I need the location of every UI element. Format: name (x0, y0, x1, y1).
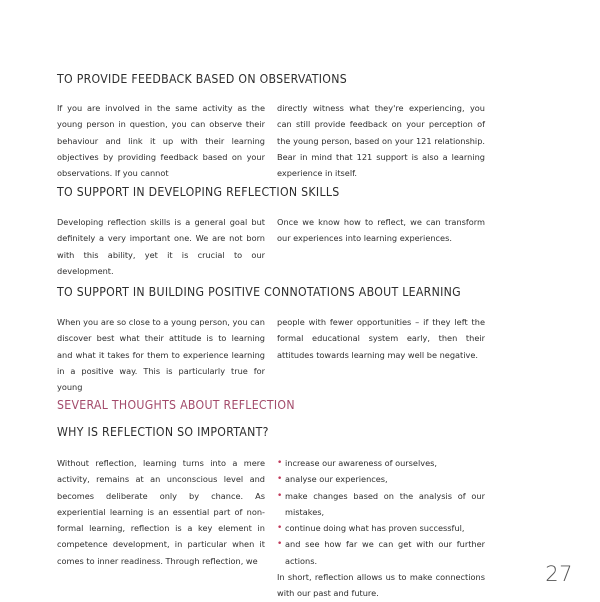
section-reflection-skills-right-text: Once we know how to reflect, we can transform our experiences into learning experiences. (277, 217, 485, 244)
sub-heading: WHY IS REFLECTION SO IMPORTANT? (57, 425, 269, 439)
section-heading-positive-connotations: TO SUPPORT IN BUILDING POSITIVE CONNOTATIONS ABOUT LEARNING (57, 285, 461, 299)
accent-heading: SEVERAL THOUGHTS ABOUT REFLECTION (57, 398, 295, 412)
page-number: 27 (545, 562, 573, 586)
bullet-icon: • (277, 490, 283, 501)
section-reflection-skills-left-text: Developing reflection skills is a general goal but definitely a very important one. We are not born with this ability, yet it is crucial to our development. (57, 217, 265, 276)
bullet-icon: • (277, 458, 283, 468)
section-heading-feedback: TO PROVIDE FEEDBACK BASED ON OBSERVATIONS (57, 72, 347, 86)
section-positive-connotations-right-text: people with fewer opportunities – if they left the formal educational system early, then their attitudes towards learning may well be negative. (277, 317, 485, 360)
list-item: • analyse our experiences, (277, 471, 485, 487)
list-item: • increase our awareness of ourselves, (277, 455, 485, 471)
section-positive-connotations-left-text: When you are so close to a young person, you can discover best what their attitude is to learning and what it takes for them to experience learning in a positive way. This is particularly true for young (57, 317, 265, 393)
reflection-importance-left-text: Without reflection, learning turns into a mere activity, remains at an unconscious level and becomes deliberate only by chance. As experiential learning is an essential part of non-formal learning, reflection is a key element in competence development, in particular when it comes to inner readiness. Through reflection, we (57, 458, 265, 566)
reflection-benefits-list (277, 455, 485, 569)
bullet-icon: • (277, 539, 283, 550)
list-item: • make changes based on the analysis of our mistakes, (277, 488, 485, 521)
section-heading-reflection-skills: TO SUPPORT IN DEVELOPING REFLECTION SKILLS (57, 185, 340, 199)
bullet-icon: • (277, 474, 283, 485)
list-item: • continue doing what has proven successful, (277, 520, 485, 536)
section-feedback-left-text: If you are involved in the same activity as the young person in question, you can observe their behaviour and link it up with their learning objectives by providing feedback based on your observations. If you cannot (57, 103, 265, 179)
reflection-importance-right-column (277, 455, 485, 602)
reflection-closing-text: In short, reflection allows us to make connections with our past and future. (277, 572, 485, 599)
list-item: • and see how far we can get with our further actions. (277, 536, 485, 569)
bullet-icon: • (277, 523, 283, 534)
section-feedback-right-text: directly witness what they're experiencing, you can still provide feedback on your perception of the young person, based on your 121 relationship. Bear in mind that 121 support is also a learning experience in itself. (277, 103, 485, 179)
